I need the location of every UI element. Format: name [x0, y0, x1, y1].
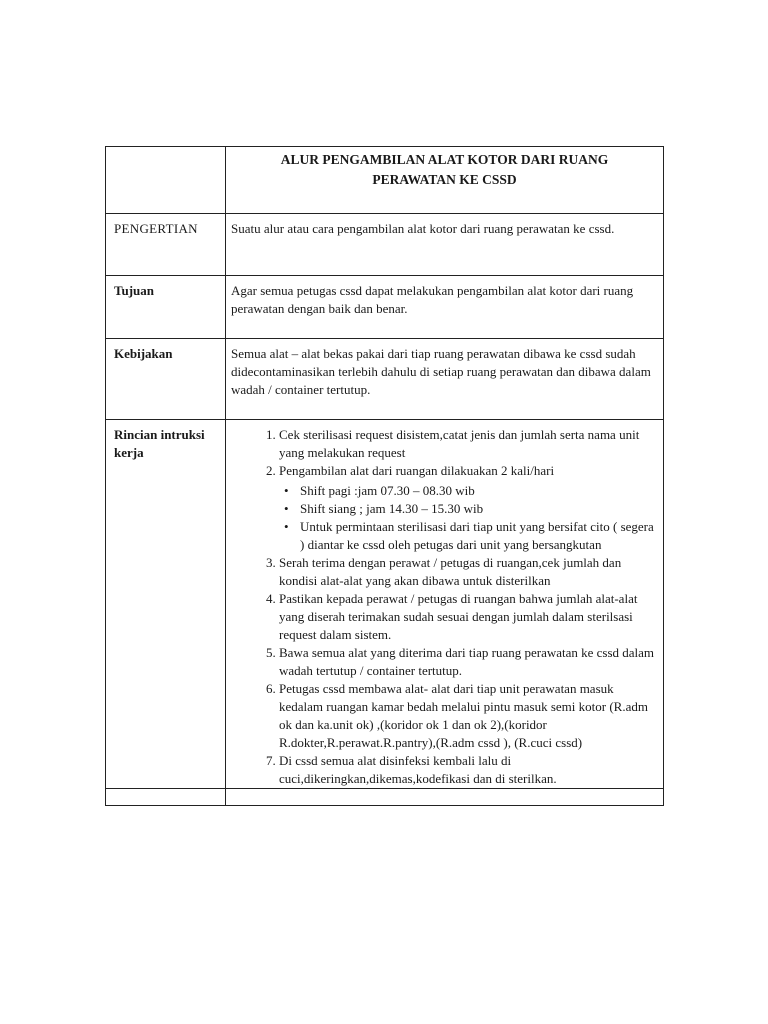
steps-list — [226, 426, 663, 788]
step-text: Pastikan kepada perawat / petugas di ruangan bahwa jumlah alat-alat yang diserah terimakan sudah sesuai dengan jumlah dalam sterilsasi request dalam sistem. — [279, 591, 638, 642]
step-item — [279, 752, 655, 788]
pengertian-label: PENGERTIAN — [106, 214, 226, 276]
pengertian-text: Suatu alur atau cara pengambilan alat kotor dari ruang perawatan ke cssd. — [226, 214, 664, 276]
kebijakan-label: Kebijakan — [106, 339, 226, 420]
empty-label-cell — [106, 147, 226, 214]
step-item — [279, 680, 655, 752]
sub-item — [300, 482, 655, 500]
tujuan-text: Agar semua petugas cssd dapat melakukan pengambilan alat kotor dari ruang perawatan dengan baik dan benar. — [226, 276, 664, 339]
step-text: Serah terima dengan perawat / petugas di ruangan,cek jumlah dan kondisi alat-alat yang akan dibawa untuk disterilkan — [279, 555, 622, 588]
empty-row — [106, 789, 664, 806]
step-item — [279, 462, 655, 554]
sub-item-text: Untuk permintaan sterilisasi dari tiap unit yang bersifat cito ( segera ) diantar ke cssd oleh petugas dari unit yang bersangkutan — [300, 519, 654, 552]
step-item — [279, 644, 655, 680]
pengertian-row — [106, 214, 664, 276]
step-item — [279, 426, 655, 462]
tujuan-row — [106, 276, 664, 339]
rincian-label: Rincian intruksi kerja — [106, 420, 226, 789]
step-text: Bawa semua alat yang diterima dari tiap ruang perawatan ke cssd dalam wadah tertutup / container tertutup. — [279, 645, 655, 678]
kebijakan-text: Semua alat – alat bekas pakai dari tiap ruang perawatan dibawa ke cssd sudah didecontaminasikan terlebih dahulu di setiap ruang perawatan dan dibawa dalam wadah / container tertutup. — [226, 339, 664, 420]
title-row — [106, 147, 664, 214]
step-text: Cek sterilisasi request disistem,catat jenis dan jumlah serta nama unit yang melakukan request — [279, 427, 640, 460]
step-text: Petugas cssd membawa alat- alat dari tiap unit perawatan masuk kedalam ruangan kamar bedah melalui pintu masuk semi kotor (R.adm ok dan ka.unit ok) ,(koridor ok 1 dan ok 2),(koridor R.dokter,R.perawat.R.pantry),(R.adm cssd ), (R.cuci cssd) — [279, 681, 648, 750]
step-item — [279, 590, 655, 644]
tujuan-label: Tujuan — [106, 276, 226, 339]
sub-item — [300, 500, 655, 518]
step-text: Pengambilan alat dari ruangan dilakuakan 2 kali/hari — [279, 463, 555, 478]
title-line-1: ALUR PENGAMBILAN ALAT KOTOR DARI RUANG — [280, 152, 609, 167]
title-line-2: PERAWATAN KE CSSD — [372, 172, 517, 187]
sop-table — [105, 146, 664, 806]
step-item — [279, 554, 655, 590]
shift-sub-list — [279, 482, 655, 554]
rincian-row — [106, 420, 664, 789]
sub-item-text: Shift siang ; jam 14.30 – 15.30 wib — [300, 501, 484, 516]
rincian-steps-cell — [226, 420, 664, 789]
step-text: Di cssd semua alat disinfeksi kembali lalu di cuci,dikeringkan,dikemas,kodefikasi dan di sterilkan. — [279, 753, 557, 786]
sub-item-text: Shift pagi :jam 07.30 – 08.30 wib — [300, 483, 475, 498]
empty-cell — [226, 789, 664, 806]
document-title — [226, 147, 664, 214]
sub-item — [300, 518, 655, 554]
kebijakan-row — [106, 339, 664, 420]
empty-cell — [106, 789, 226, 806]
